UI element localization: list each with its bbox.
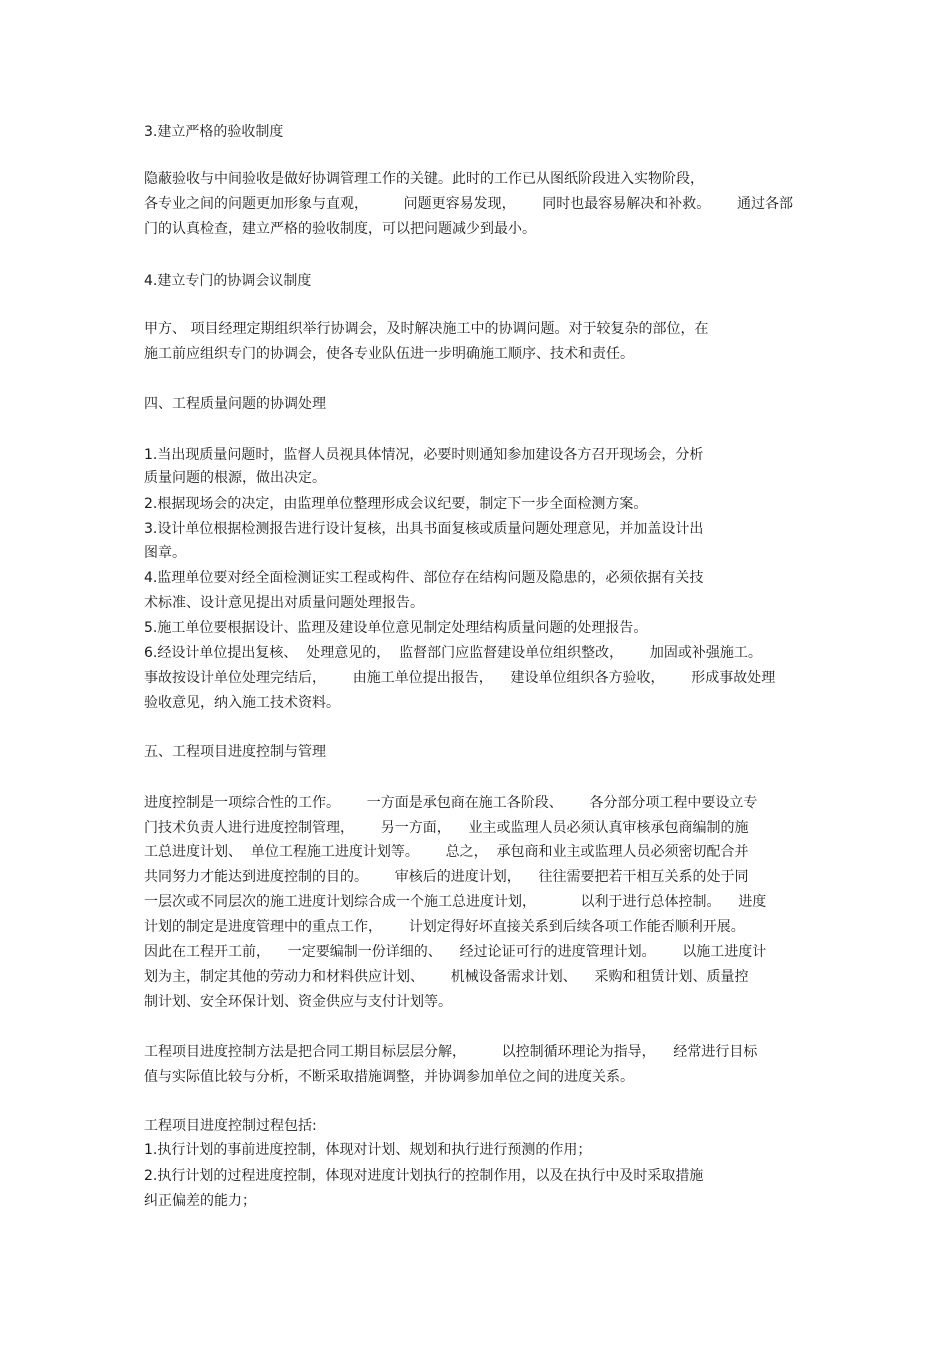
section-heading: 五、工程项目进度控制与管理 <box>144 744 326 760</box>
paragraph-line: 门技术负责人进行进度控制管理， 另一方面， 业主或监理人员必须认真审核承包商编制的施 <box>144 820 749 836</box>
paragraph-line: 隐蔽验收与中间验收是做好协调管理工作的关键。此时的工作已从图纸阶段进入实物阶段， <box>144 171 704 187</box>
list-item-line: 4.监理单位要对经全面检测证实工程或构件、部位存在结构问题及隐患的，必须依据有关技 <box>144 570 704 586</box>
section-heading: 四、工程质量问题的协调处理 <box>144 396 326 412</box>
section-heading: 4.建立专门的协调会议制度 <box>144 273 312 289</box>
paragraph-line: 工总进度计划、 单位工程施工进度计划等。 总之， 承包商和业主或监理人员必须密切配合并 <box>144 844 749 860</box>
paragraph-line: 制计划、安全环保计划、资金供应与支付计划等。 <box>144 994 452 1010</box>
paragraph-line: 施工前应组织专门的协调会，使各专业队伍进一步明确施工顺序、技术和责任。 <box>144 346 634 362</box>
list-item-line: 质量问题的根源，做出决定。 <box>144 470 326 486</box>
list-item-line: 1.当出现质量问题时，监督人员视具体情况，必要时则通知参加建设各方召开现场会，分析 <box>144 447 704 463</box>
paragraph-line: 计划的制定是进度管理中的重点工作， 计划定得好坏直接关系到后续各项工作能否顺利开展。 <box>144 919 745 935</box>
paragraph-line: 一层次或不同层次的施工进度计划综合成一个施工总进度计划， 以利于进行总体控制。 进度 <box>144 894 767 910</box>
list-item-line: 图章。 <box>144 545 186 561</box>
paragraph-line: 工程项目进度控制方法是把合同工期目标层层分解， 以控制循环理论为指导， 经常进行目标 <box>144 1044 758 1060</box>
list-item-line: 6.经设计单位提出复核、 处理意见的， 监督部门应监督建设单位组织整改， 加固或补强施工。 <box>144 645 762 661</box>
paragraph-line: 共同努力才能达到进度控制的目的。 审核后的进度计划， 往往需要把若干相互关系的处于同 <box>144 869 749 885</box>
paragraph-line: 工程项目进度控制过程包括: <box>144 1118 317 1134</box>
section-heading: 3.建立严格的验收制度 <box>144 124 284 140</box>
list-item-line: 2.根据现场会的决定，由监理单位整理形成会议纪要，制定下一步全面检测方案。 <box>144 496 648 512</box>
list-item-line: 1.执行计划的事前进度控制，体现对计划、规划和执行进行预测的作用； <box>144 1142 592 1158</box>
list-item-line: 5.施工单位要根据设计、监理及建设单位意见制定处理结构质量问题的处理报告。 <box>144 620 648 636</box>
list-item-line: 纠正偏差的能力； <box>144 1193 256 1209</box>
list-item-line: 3.设计单位根据检测报告进行设计复核，出具书面复核或质量问题处理意见，并加盖设计出 <box>144 521 704 537</box>
list-item-line: 术标准、设计意见提出对质量问题处理报告。 <box>144 595 424 611</box>
paragraph-line: 因此在工程开工前， 一定要编制一份详细的、 经过论证可行的进度管理计划。 以施工进度计 <box>144 944 767 960</box>
paragraph-line: 各专业之间的问题更加形象与直观， 问题更容易发现， 同时也最容易解决和补救。 通过各部 <box>144 196 794 212</box>
paragraph-line: 进度控制是一项综合性的工作。 一方面是承包商在施工各阶段、 各分部分项工程中要设立专 <box>144 795 758 811</box>
list-item-line: 2.执行计划的过程进度控制，体现对进度计划执行的控制作用，以及在执行中及时采取措施 <box>144 1168 704 1184</box>
list-item-line: 事故按设计单位处理完结后， 由施工单位提出报告， 建设单位组织各方验收， 形成事故处理 <box>144 670 776 686</box>
list-item-line: 验收意见，纳入施工技术资料。 <box>144 695 340 711</box>
paragraph-line: 甲方、 项目经理定期组织举行协调会，及时解决施工中的协调问题。对于较复杂的部位，在 <box>144 321 709 337</box>
paragraph-line: 门的认真检查，建立严格的验收制度，可以把问题减少到最小。 <box>144 221 536 237</box>
paragraph-line: 值与实际值比较与分析，不断采取措施调整，并协调参加单位之间的进度关系。 <box>144 1069 634 1085</box>
paragraph-line: 划为主，制定其他的劳动力和材料供应计划、 机械设备需求计划、 采购和租赁计划、质量控 <box>144 969 749 985</box>
